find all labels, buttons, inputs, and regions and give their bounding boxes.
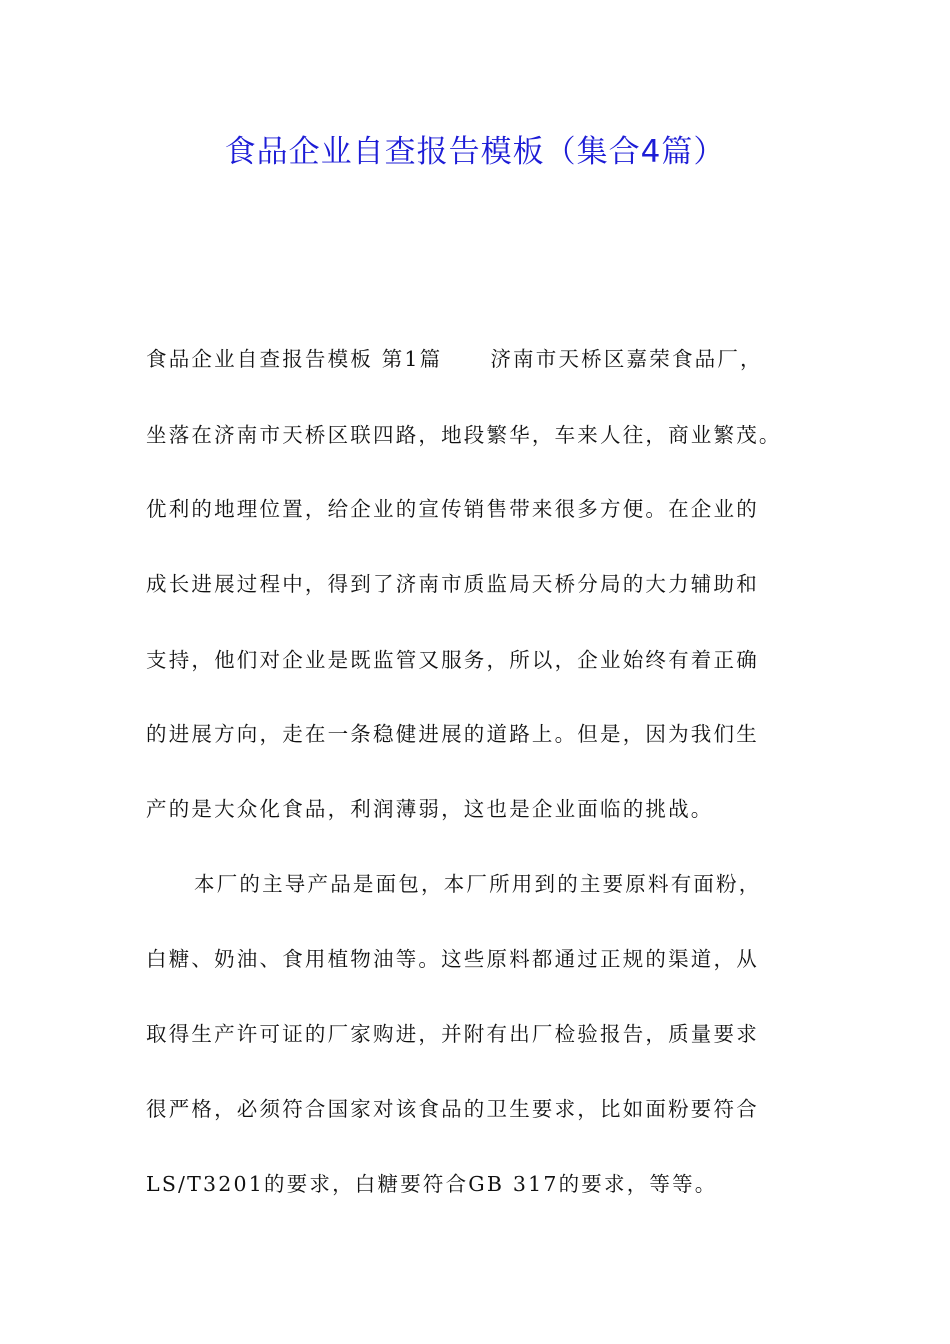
body-line: 优利的地理位置，给企业的宣传销售带来很多方便。在企业的 <box>146 497 759 521</box>
paragraph-text: 济南市天桥区嘉荣食品厂， <box>490 347 763 371</box>
section-heading: 食品企业自查报告模板 第1篇 <box>146 347 443 371</box>
body-line: LS/T3201的要求，白糖要符合GB 317的要求，等等。 <box>146 1172 718 1196</box>
body-line: 产的是大众化食品，利润薄弱，这也是企业面临的挑战。 <box>146 797 714 821</box>
body-line <box>146 339 763 379</box>
body-line: 很严格，必须符合国家对该食品的卫生要求，比如面粉要符合 <box>146 1097 759 1121</box>
body-line: 支持，他们对企业是既监管又服务，所以，企业始终有着正确 <box>146 648 759 672</box>
body-line: 成长进展过程中，得到了济南市质监局天桥分局的大力辅助和 <box>146 572 759 596</box>
document-title: 食品企业自查报告模板（集合4篇） <box>224 134 726 170</box>
body-line: 的进展方向，走在一条稳健进展的道路上。但是，因为我们生 <box>146 722 759 746</box>
body-line: 取得生产许可证的厂家购进，并附有出厂检验报告，质量要求 <box>146 1022 759 1046</box>
body-line: 本厂的主导产品是面包，本厂所用到的主要原料有面粉， <box>194 872 762 896</box>
body-line: 坐落在济南市天桥区联四路，地段繁华，车来人往，商业繁茂。 <box>146 423 782 447</box>
body-line: 白糖、奶油、食用植物油等。这些原料都通过正规的渠道，从 <box>146 947 759 971</box>
